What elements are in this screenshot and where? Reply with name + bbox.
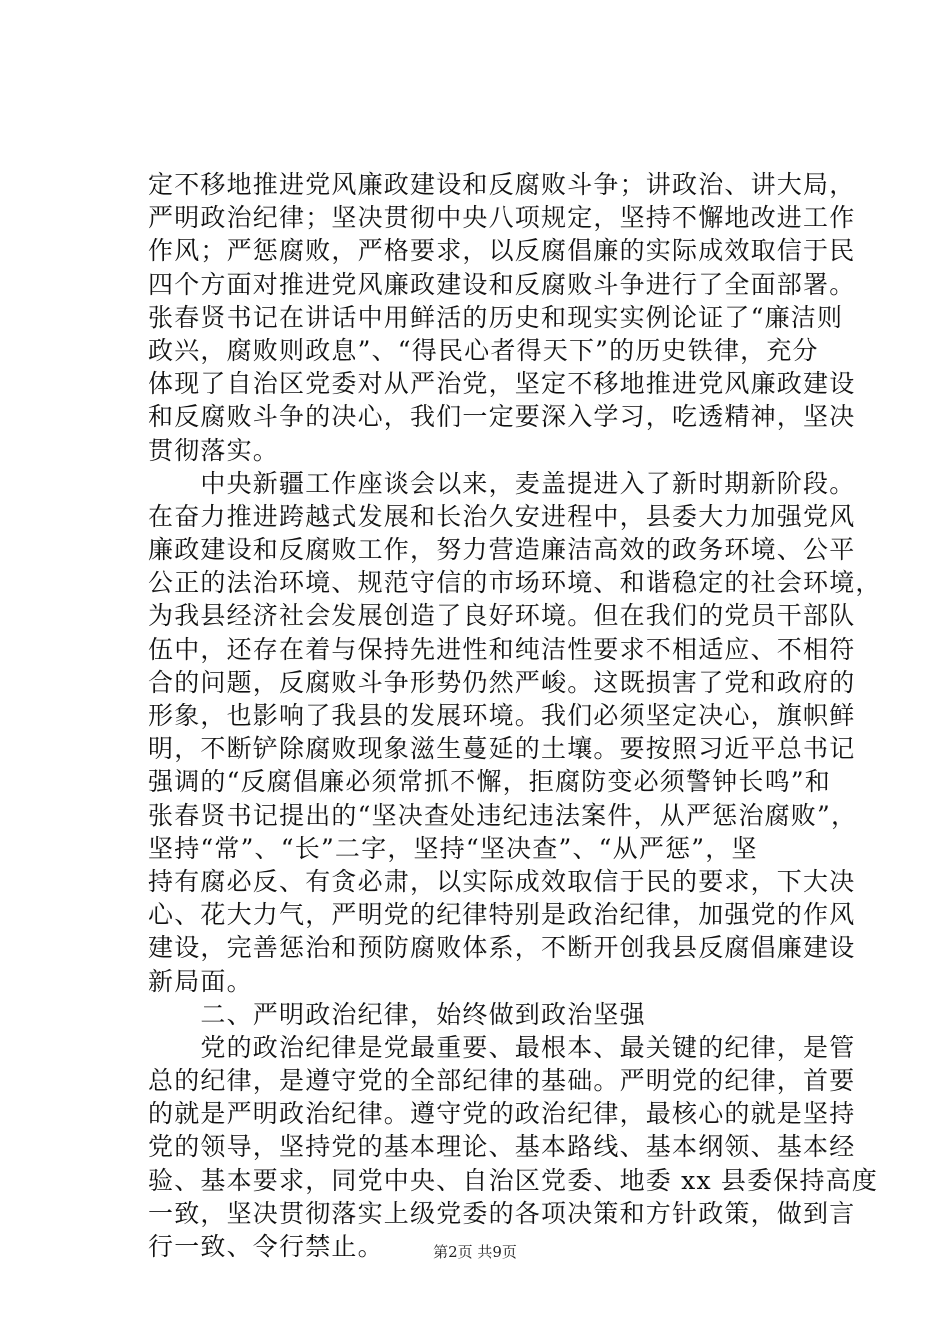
text-line: 四个方面对推进党风廉政建设和反腐败斗争进行了全面部署。 bbox=[148, 269, 856, 299]
page-number: 第2页 共9页 bbox=[433, 1243, 517, 1261]
text-line: 二、严明政治纪律，始终做到政治坚强 bbox=[148, 999, 646, 1029]
text-line: 持有腐必反、有贪必肃，以实际成效取信于民的要求，下大决 bbox=[148, 866, 856, 896]
text-line: 张春贤书记在讲话中用鲜活的历史和现实实例论证了“廉洁则 bbox=[148, 302, 844, 332]
text-line: 政兴，腐败则政息”、“得民心者得天下”的历史铁律，充分 bbox=[148, 335, 819, 365]
text-line: 体现了自治区党委对从严治党，坚定不移地推进党风廉政建设 bbox=[148, 369, 856, 399]
text-line: 中央新疆工作座谈会以来，麦盖提进入了新时期新阶段。 bbox=[148, 468, 856, 498]
text-line: 形象，也影响了我县的发展环境。我们必须坚定决心，旗帜鲜 bbox=[148, 701, 856, 730]
text-line: 建设，完善惩治和预防腐败体系，不断开创我县反腐倡廉建设 bbox=[148, 933, 856, 963]
text-line: 和反腐败斗争的决心，我们一定要深入学习，吃透精神，坚决 bbox=[148, 402, 856, 432]
text-line: 党的政治纪律是党最重要、最根本、最关键的纪律，是管 bbox=[148, 1032, 856, 1062]
text-line: 在奋力推进跨越式发展和长治久安进程中，县委大力加强党风 bbox=[148, 501, 856, 531]
text-line: 贯彻落实。 bbox=[148, 435, 280, 465]
text-line: 公正的法治环境、规范守信的市场环境、和谐稳定的社会环境， bbox=[148, 568, 882, 598]
text-line: 廉政建设和反腐败工作，努力营造廉洁高效的政务环境、公平 bbox=[148, 535, 856, 565]
text-line: 为我县经济社会发展创造了良好环境。但在我们的党员干部队 bbox=[148, 601, 856, 631]
text-line: 张春贤书记提出的“坚决查处违纪违法案件，从严惩治腐败”， bbox=[148, 800, 858, 830]
text-line: 心、花大力气，严明党的纪律特别是政治纪律，加强党的作风 bbox=[148, 900, 856, 930]
text-line: 伍中，还存在着与保持先进性和纯洁性要求不相适应、不相符 bbox=[148, 634, 856, 664]
text-line: 坚持“常”、“长”二字，坚持“坚决查”、“从严惩”，坚 bbox=[148, 833, 758, 863]
text-line: 总的纪律，是遵守党的全部纪律的基础。严明党的纪律，首要 bbox=[148, 1066, 856, 1096]
text-line: 合的问题，反腐败斗争形势仍然严峻。这既损害了党和政府的 bbox=[148, 667, 856, 697]
text-line: 党的领导，坚持党的基本理论、基本路线、基本纲领、基本经 bbox=[148, 1132, 856, 1162]
text-line: 新局面。 bbox=[148, 966, 253, 996]
text-line: 强调的“反腐倡廉必须常抓不懈，拒腐防变必须警钟长鸣”和 bbox=[148, 767, 831, 797]
text-line: 作风；严惩腐败，严格要求，以反腐倡廉的实际成效取信于民 bbox=[148, 236, 856, 266]
text-line: 验、基本要求，同党中央、自治区党委、地委 xx 县委保持高度 bbox=[148, 1165, 879, 1195]
document-body bbox=[148, 168, 882, 1263]
text-line: 定不移地推进党风廉政建设和反腐败斗争；讲政治、讲大局， bbox=[148, 170, 856, 199]
text-line: 明，不断铲除腐败现象滋生蔓延的土壤。要按照习近平总书记 bbox=[148, 734, 856, 764]
text-line: 严明政治纪律；坚决贯彻中央八项规定，坚持不懈地改进工作 bbox=[148, 203, 856, 233]
text-line: 一致，坚决贯彻落实上级党委的各项决策和方针政策，做到言 bbox=[148, 1198, 856, 1228]
text-line: 的就是严明政治纪律。遵守党的政治纪律，最核心的就是坚持 bbox=[148, 1099, 856, 1129]
text-line: 行一致、令行禁止。 bbox=[148, 1232, 384, 1261]
